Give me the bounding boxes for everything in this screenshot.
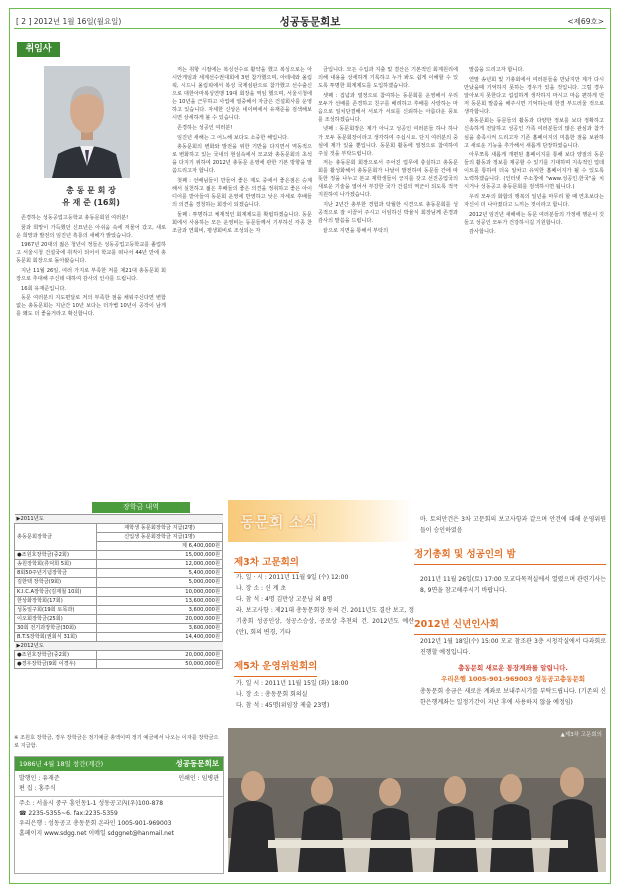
- paragraph: 총동문회는 동문들의 활동과 다양한 정보를 보다 정확하고 신속하게 전달하고 성공인 가족 여러분들의 많은 관심과 참가심을 충족시켜 드리고자 기존 홈페이지의 미흡한 점을 보완하고 새로운 기능을 추가해서 새롭게 단장하였습니다.: [464, 118, 604, 149]
- advisors-meeting-title: 제3차 고문회의: [234, 556, 299, 573]
- cell: 이오회장학금(25회): [15, 614, 97, 623]
- masthead-box: [14, 756, 224, 874]
- account-notice-number: 우리은행 1005-901-969003 성동공고총동문회: [440, 675, 586, 683]
- detail-line: 가. 일 · 시 : 2011년 11월 9일 (수) 12:00: [236, 574, 349, 581]
- paragraph: 말씀을 드리고자 합니다.: [469, 67, 525, 73]
- paragraph: 우리 모두의 화합의 행복의 일년을 마무리 할 때 연초보다는 자신이 더 나아졌다고 느끼는 것이라고 합니다.: [464, 193, 604, 208]
- discussion-note: 마. 토의안건은 3차 고문회의 보고사항과 같으며 안건에 대해 운영위원들이 승인하였음: [420, 516, 606, 534]
- editor: 편 집 : 홍주식: [19, 785, 56, 792]
- paragraph: 연말 송년회 및 기총회에서 여러분들을 만났지만 제가 다시 만났을때 기억하지 못하는 경우가 있을 것입니다. 그럴 경우 알아보지 못한다고 섭섭하게 생각하지 마시고 마음 편하게 먼저 동문회 말씀을 해주시면 기억하는데 한결 부드러울 것으로 생각합니다.: [464, 76, 604, 115]
- steering-meeting-details: [236, 678, 414, 711]
- paragraph: 저는 취항 시절에는 복싱선수로 활약을 했고 복싱으로는 아시안게임과 세계선수권대회에 3번 참가했으며, 아테네와 올림픽, 시드니 올림픽에서 복싱 국제심판으로 참가했고 선수출신으로 대한아마복싱연맹 19대 회장을 역임 했으며, 서울시청에는 10년을 근무하고 사업에 열중해서 자금은 건설회사를 운영하고 있습니다. 자세한 신상은 네이버에서 유재준을 검색해보시면 상세하게 볼 수 있습니다.: [172, 67, 312, 122]
- paragraph: 임진년 새해는 그 어느해 보다도 소중한 해입니다.: [177, 134, 289, 141]
- paragraph: 지난 11월 26일, 여러 가지로 부족한 저를 제21대 총동문회 회장으로 추대해 주신데 대하여 감사의 인사를 드립니다.: [16, 267, 166, 282]
- founded-date: 1986년 4월 18일 창간(계간): [19, 760, 104, 768]
- cell: 10,000,000원: [97, 587, 223, 596]
- general-meeting-text: 2011년 11월 26일(토) 17:00 모교다목적실에서 열렸으며 관련기사는 8, 9면을 참고해주시기 바랍니다.: [420, 576, 606, 594]
- phone: ☎ 2235-5355~6. fax:2235-5359: [19, 810, 118, 817]
- table-row: [15, 650, 223, 659]
- table-row: [15, 524, 223, 533]
- account-notice-headline: 총동문회 새로운 통장계좌를 알립니다.: [458, 664, 568, 672]
- detail-line: 나. 장 소 : 신 계 초: [236, 585, 287, 592]
- year-label: ▶2012년도: [15, 641, 223, 650]
- paragraph: 아무쪼록 새롭게 개편된 홈페이지를 통해 보다 양질의 동문들의 활동과 정보를 제공할 수 있기를 기대하며 지속적인 업데이트를 통하여 더욱 알차고 유익한 홈페이지가 될 수 있도록 노력하겠습니다. (인터넷 주소창에 "www.성공인.한국"을 치시거나 성동공고 총동문회를 검색하시면 됩니다.): [464, 152, 604, 191]
- detail-line: 다. 참 석 : 45명(위임장 제출 23명): [236, 702, 330, 709]
- table-row: [15, 587, 223, 596]
- cell: 재학생 동문회장학금 지급(2명): [97, 524, 223, 533]
- paragraph: 16회 유재준입니다.: [21, 285, 66, 292]
- cell: 12,000,000원: [97, 560, 223, 569]
- publisher: 발행인 : 유재준: [19, 775, 60, 782]
- account-notice-text: 총동문회 송금은 새로운 계좌로 보내주시기를 부탁드립니다. (기존의 신한은행계좌는 일정기간이 지난 후에 사용하지 않을 예정임): [420, 688, 606, 706]
- general-meeting-title: 정기총회 및 성공인의 밤: [414, 548, 606, 565]
- cell: 성동일구회(19회 토목과): [15, 605, 97, 614]
- section-badge: 취임사: [17, 42, 60, 57]
- paragraph: 지난 2년간 총부한 경험과 탁월한 식견으로 총동문회를 성공적으로 잘 이끌어 주시고 이임하신 박율식 회장님께 존경과 감사의 말씀을 드립니다.: [318, 202, 458, 225]
- scholarship-title: 장학금 내역: [92, 502, 190, 513]
- paragraph: 총동문회의 변화와 발전을 위한 기반을 다지면서 역동적으로 변화하고 있는 국내의 현실속에서 모교와 총동문회의 초석을 다지기 위하여 2012년 총동문 운영에 관한 기본 방향을 말씀드리고자 합니다.: [172, 144, 312, 175]
- cell: ●조원호장학금(중2회): [15, 551, 97, 560]
- column-2: [172, 66, 312, 236]
- paragraph: 첫째 : 선배님들이 만들어 좋은 제도 중에서 좋은점은 승계해서 실천하고 젊은 후배들의 좋은 의견을 정취하고 좋은 아이디어를 받아들여 동문회 운영에 반영하고 낮은 자세로 후배들의 의견을 경청하는 회장이 되겠습니다.: [172, 177, 312, 208]
- table-row: [15, 632, 223, 641]
- paragraph: 금입니다. 모든 수입과 지출 및 결산은 기본적인 회계원리에 의해 내용을 상세하게 기록하고 누가 봐도 쉽게 이해할 수 있도록 투명한 회계제도를 도입하겠습니다.: [318, 67, 458, 90]
- masthead-bar: [15, 757, 223, 771]
- bank-account: 우리은행 : 성동공고 총동문회 온라인 1005-901-969003: [19, 820, 172, 827]
- cell: 한상화장학회(17회): [15, 596, 97, 605]
- paragraph: 존경하는 성동공업고등학교 총동문회원 여러분!: [21, 215, 129, 221]
- year-row: [15, 515, 223, 524]
- divider: [15, 796, 223, 797]
- page-header: [14, 13, 606, 29]
- column-4: [464, 66, 604, 238]
- issue-number: <제69호>: [567, 17, 604, 26]
- meeting-photo: [228, 728, 606, 872]
- steering-meeting-title: 제5차 운영위원회의: [234, 660, 317, 677]
- cell: 13,600,000원: [97, 596, 223, 605]
- masthead-name: 성공동문회보: [175, 759, 219, 768]
- table-row: [15, 614, 223, 623]
- cell: 5,000,000원: [97, 578, 223, 587]
- paragraph: 2012년 임진년 새해에는 동문 여러분들의 가정에 행운이 깃들고 성공인 모두가 건강하시길 기원합니다.: [464, 211, 604, 226]
- scholarship-table: [14, 514, 223, 669]
- news-heading-banner: [228, 500, 413, 542]
- cell: 20,000,000원: [97, 614, 223, 623]
- report-items: 라. 보고사항 : 제21대 총동문회장 동의 건. 2011년도 결산 보고, 정기총회 성공인상, 성공스승상, 공로상 추천의 건. 2012년도 예산(안), 회의 변경, 기타: [236, 607, 414, 636]
- cell-label: 계: [181, 543, 187, 550]
- cell: K.I.C.A장학금(김재철 10회): [15, 587, 97, 596]
- detail-line: 나. 장 소 : 총동문회 회의실: [236, 691, 308, 698]
- cell: 30회 전기과장학금(30회): [15, 623, 97, 632]
- cell: 송원장학회(류덕희 5회): [15, 560, 97, 569]
- new-year-title: 2012년 신년인사회: [414, 618, 606, 635]
- paragraph: 끝으로 지면을 통해서 부탁의: [323, 227, 389, 234]
- table-row: [15, 560, 223, 569]
- cell-value: 6,400,000원: [188, 543, 220, 550]
- cell: 신입생 동문회장학금 지급(1명): [97, 533, 223, 542]
- paragraph: 저는 총동문회 회장으로서 주어진 업무에 충실하고 총동문회를 활성화해서 총동문회가 나날이 발전하여 동문들 간에 따뜻한 정을 나누고 본교 재학생들이 긍지를 갖고 선진공업국의 새로운 기술을 열어서 부강한 국가 건설의 역군이 되도록 적극 지원하여 나가겠습니다.: [318, 160, 458, 199]
- cell: 김한택 장학금(9회): [15, 578, 97, 587]
- address: 주소 : 서울시 중구 흥인동1-1 성동공고內(우)100-878: [19, 800, 164, 807]
- cell: 15,000,000원: [97, 551, 223, 560]
- cell: ●조원호장학금(중2회): [15, 650, 97, 659]
- portrait-illustration: [44, 66, 130, 178]
- cell: 5,400,000원: [97, 569, 223, 578]
- table-row: [15, 578, 223, 587]
- caption-name: 유 재 준 (16회): [62, 197, 120, 207]
- new-year-text: 2012년 1월 18일(수) 15:00 모교 참조관 3층 시청각실에서 다과회로 진행할 예정입니다.: [420, 638, 606, 656]
- column-3: [318, 66, 458, 236]
- cell: 14,400,000원: [97, 632, 223, 641]
- portrait-caption: [16, 185, 166, 208]
- photo-caption: ▲제3차 고문회의: [560, 732, 602, 738]
- paragraph: 넷째 : 동문회장은 제가 아니고 성공인 여러분들 하나 하나가 모두 동문회장이라고 생각하여 주십시요. 단지 여러분의 중심에 제가 있을 뿐입니다. 동문회 활동에 열정으로 참여하여 주실 것을 부탁드립니다.: [318, 126, 458, 157]
- advisors-meeting-details: [236, 572, 414, 638]
- table-row: [15, 551, 223, 560]
- paragraph: 셋째 : 집념과 열정으로 참여하는 동문회를 운영해서 우리 모두가 선배를 존경하고 친구를 배려하고 후배를 사랑하는 마음으로 일치단결해서 서로가 서로를 신뢰하는 아름다운 풍토를 조성하겠습니다.: [318, 92, 458, 123]
- cell: 3,600,000원: [97, 605, 223, 614]
- cell: B.T.S장학회(권회식 31회): [15, 632, 97, 641]
- paragraph: 동문 여러분의 지도편달로 저의 부족한 점을 채워주신다면 변함없는 총동문회는 지난간 10년 보다는 더가볍 10년이 공작이 남게를 꽤도 더 좋을거라고 확신합니다.: [16, 295, 166, 318]
- paragraph: 1967년 20대의 젊은 청년이 정들은 성동공업고등학교를 졸업하고 서울시청 건설국에 취직이 되어서 학교를 떠나서 44년 만에 총동문회 회장으로 돌아왔습니다.: [16, 242, 166, 265]
- table-row: [15, 596, 223, 605]
- cell: [97, 542, 223, 551]
- meeting-photo-illustration: [228, 728, 606, 872]
- table-row: [15, 605, 223, 614]
- paragraph: 존경하는 성공인 여러분!: [177, 124, 233, 131]
- caption-title: 총 동 문 회 장: [66, 186, 116, 195]
- detail-line: 다. 참 석 : 4명 김만상 고문님 외 8명: [236, 596, 333, 603]
- publisher-row: [15, 774, 223, 784]
- fund-label: 총동문회장학금: [15, 524, 97, 551]
- cell: 50,000,000원: [97, 660, 223, 669]
- cell: 20,000,000원: [97, 650, 223, 659]
- year-label: ▶2011년도: [15, 515, 223, 524]
- paragraph: 둘째 : 투명하고 체계적인 회계제도를 확립하겠습니다. 동문회에서 사용하는 모든 운영비는 동문들께서 기부하신 각종 찬조금과 연회비, 평생회비로 조성되는 자: [172, 211, 312, 234]
- news-heading: 동문회 소식: [240, 513, 318, 531]
- cell: 8회50주년기념장학금: [15, 569, 97, 578]
- table-row: [15, 623, 223, 632]
- printer: 인쇄인 : 임병관: [178, 775, 219, 782]
- cell: 3,600,000원: [97, 623, 223, 632]
- paper-title: 성공동문회보: [279, 16, 341, 28]
- issue-date: [ 2 ] 2012년 1월 16일(월요일): [16, 17, 122, 26]
- column-1: [16, 214, 166, 320]
- paragraph: 꿈과 희망이 가득했던 신묘년은 아쉬움 속에 저물어 갔고, 새로운 희망과 발전의 임진년 흑룡의 새해가 밝았습니다.: [16, 224, 166, 239]
- cell: ●경우장학금(9회 이경우): [15, 660, 97, 669]
- year-row: [15, 641, 223, 650]
- scholarship-note: ※ 조원호 장학금, 경우 장학금은 정기예금 총액이며 정기 예금에서 나오는 이자를 장학금으로 지급함.: [14, 735, 219, 749]
- president-portrait: [44, 66, 130, 178]
- website: 홈페이지 www.sdgg.net 이메일 sdggnet@hanmail.net: [19, 830, 174, 837]
- table-row: [15, 660, 223, 669]
- detail-line: 가. 일 시 : 2011년 11월 15일 (화) 18:00: [236, 680, 349, 687]
- table-row: [15, 569, 223, 578]
- paragraph: 감사합니다.: [469, 229, 496, 236]
